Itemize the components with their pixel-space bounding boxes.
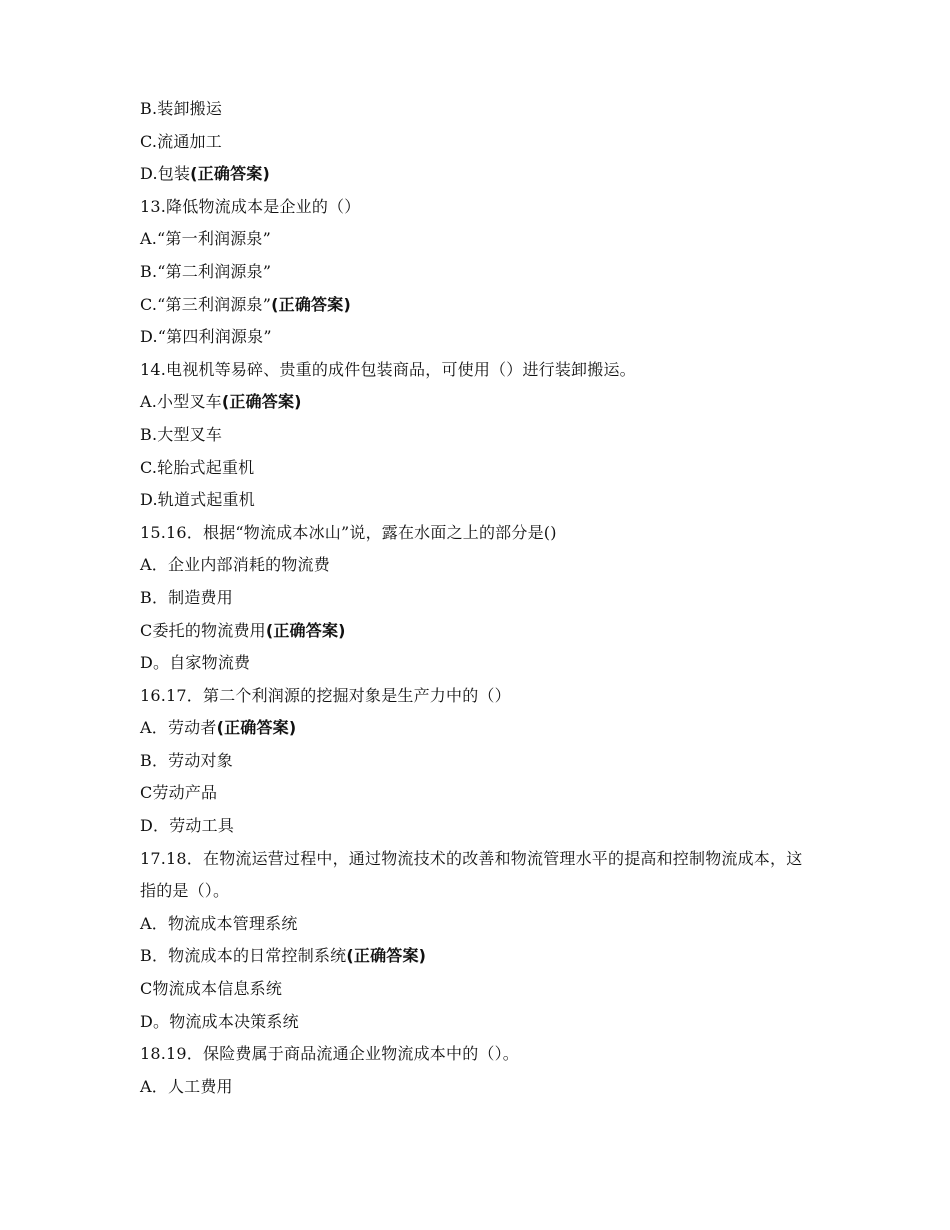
option-line bbox=[140, 777, 810, 810]
option-line bbox=[140, 321, 810, 354]
correct-answer-marker: (正确答案) bbox=[221, 392, 302, 412]
line-text: C.“第三利润源泉” bbox=[140, 294, 272, 314]
option-line bbox=[140, 126, 810, 159]
line-text: D．劳动工具 bbox=[140, 816, 235, 836]
line-text: D.“第四利润源泉” bbox=[140, 327, 272, 347]
correct-answer-marker: (正确答案) bbox=[190, 164, 270, 184]
document-body bbox=[140, 93, 810, 1103]
line-text: A．企业内部消耗的物流费 bbox=[140, 555, 330, 575]
line-text: A.小型叉车 bbox=[140, 392, 222, 412]
option-line bbox=[140, 256, 810, 289]
question-line bbox=[140, 1038, 810, 1071]
line-text: B．制造费用 bbox=[140, 587, 233, 607]
option-line bbox=[140, 93, 810, 126]
line-text: A．物流成本管理系统 bbox=[140, 913, 298, 933]
line-text: C委托的物流费用 bbox=[140, 620, 266, 640]
option-line bbox=[140, 223, 810, 256]
line-text: D。自家物流费 bbox=[140, 653, 251, 673]
option-line bbox=[140, 1071, 810, 1104]
line-text: 13.降低物流成本是企业的（） bbox=[140, 196, 361, 216]
line-text: B.大型叉车 bbox=[140, 424, 223, 444]
line-text: B.装卸搬运 bbox=[140, 99, 223, 118]
option-line bbox=[140, 712, 810, 745]
correct-answer-marker: (正确答案) bbox=[265, 620, 346, 640]
correct-answer-marker: (正确答案) bbox=[271, 294, 351, 314]
option-line bbox=[140, 1006, 810, 1039]
option-line bbox=[140, 289, 810, 322]
line-text: C.流通加工 bbox=[140, 131, 222, 151]
line-text: A．人工费用 bbox=[140, 1076, 233, 1096]
question-line bbox=[140, 680, 810, 713]
option-line bbox=[140, 647, 810, 680]
correct-answer-marker: (正确答案) bbox=[346, 946, 427, 966]
option-line bbox=[140, 940, 810, 973]
line-text: B．劳动对象 bbox=[140, 750, 233, 770]
option-line bbox=[140, 419, 810, 452]
line-text: C物流成本信息系统 bbox=[140, 979, 283, 999]
line-text: 15.16．根据“物流成本冰山”说，露在水面之上的部分是() bbox=[140, 522, 557, 542]
option-line bbox=[140, 582, 810, 615]
line-text: A．劳动者 bbox=[140, 718, 217, 738]
line-text: D。物流成本决策系统 bbox=[140, 1011, 299, 1031]
option-line bbox=[140, 452, 810, 485]
question-line bbox=[140, 191, 810, 224]
line-text: C.轮胎式起重机 bbox=[140, 457, 255, 477]
question-line bbox=[140, 843, 810, 908]
correct-answer-marker: (正确答案) bbox=[216, 718, 297, 738]
option-line bbox=[140, 745, 810, 778]
question-line bbox=[140, 517, 810, 550]
line-text: B．物流成本的日常控制系统 bbox=[140, 946, 347, 966]
line-text: B.“第二利润源泉” bbox=[140, 261, 272, 281]
option-line bbox=[140, 908, 810, 941]
line-text: 17.18．在物流运营过程中，通过物流技术的改善和物流管理水平的提高和控制物流成本，这指的是（）。 bbox=[140, 848, 803, 901]
option-line bbox=[140, 810, 810, 843]
line-text: D.包装 bbox=[140, 164, 191, 184]
line-text: A.“第一利润源泉” bbox=[140, 229, 272, 249]
option-line bbox=[140, 484, 810, 517]
option-line bbox=[140, 549, 810, 582]
question-line bbox=[140, 354, 810, 387]
line-text: 18.19．保险费属于商品流通企业物流成本中的（）。 bbox=[140, 1044, 520, 1064]
option-line bbox=[140, 615, 810, 648]
line-text: C劳动产品 bbox=[140, 783, 218, 803]
line-text: 14.电视机等易碎、贵重的成件包装商品，可使用（）进行装卸搬运。 bbox=[140, 359, 636, 379]
option-line bbox=[140, 158, 810, 191]
option-line bbox=[140, 973, 810, 1006]
option-line bbox=[140, 386, 810, 419]
line-text: 16.17．第二个利润源的挖掘对象是生产力中的（） bbox=[140, 685, 511, 705]
line-text: D.轨道式起重机 bbox=[140, 490, 255, 510]
